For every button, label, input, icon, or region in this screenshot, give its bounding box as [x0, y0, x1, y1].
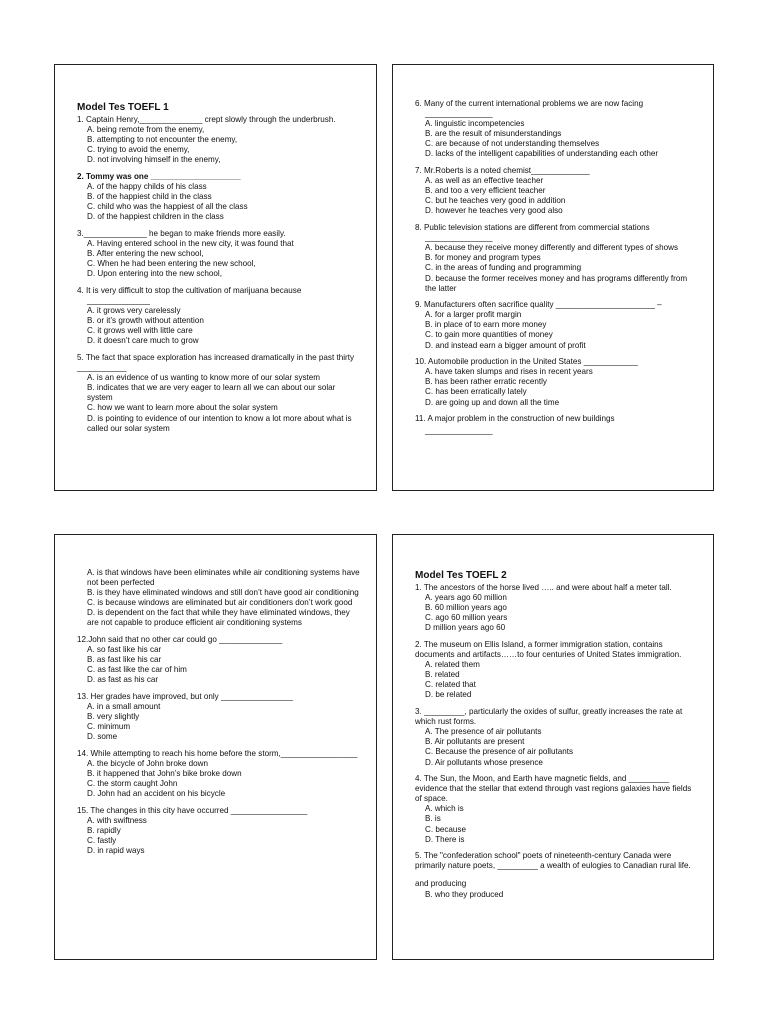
question-stem: 2. The museum on Ellis Island, a former immigration station, contains documents and artifacts……to four centuries of United States immigration.: [415, 639, 682, 660]
answer-option: C. but he teaches very good in addition: [425, 196, 566, 206]
document-page-4: [392, 534, 714, 960]
question-1: [415, 583, 699, 633]
question-stem: 10. Automobile production in the United States ____________: [415, 357, 638, 367]
question-stem: 15. The changes in this city have occurred _________________: [77, 805, 308, 815]
question-11-continued: [77, 568, 362, 629]
answer-option: C. minimum: [87, 722, 131, 732]
answer-option: C. ago 60 million years: [425, 613, 508, 623]
question-stem: 5. The fact that space exploration has increased dramatically in the past thirty ___________: [77, 352, 354, 373]
question-stem: 6. Many of the current international problems we are now facing: [415, 99, 644, 108]
answer-option: B. or it’s growth without attention: [87, 316, 204, 326]
answer-option: D. Air pollutants whose presence: [425, 757, 543, 767]
answer-option: C. because: [425, 824, 466, 834]
answer-option: C. how we want to learn more about the solar system: [87, 403, 278, 413]
answer-option: C. child who was the happiest of all the class: [87, 202, 248, 212]
question-stem: 9. Manufacturers often sacrifice quality ______________________ –: [415, 300, 662, 310]
answer-option: D. of the happiest children in the class: [87, 212, 224, 222]
question-4: [77, 286, 362, 347]
question-stem: 3. _________, particularly the oxides of sulfur, greatly increases the rate at which rust forms.: [415, 707, 683, 727]
answer-fragment: and producing: [415, 879, 467, 889]
answer-option: A. years ago 60 million: [425, 593, 507, 603]
test-title: Model Tes TOEFL 1: [77, 102, 169, 113]
question-3: [415, 707, 699, 768]
question-4: [415, 774, 699, 845]
answer-option: B. it happened that John’s bike broke down: [87, 769, 242, 779]
answer-option: A. have taken slumps and rises in recent years: [425, 367, 593, 377]
answer-option: D. Upon entering into the new school,: [87, 269, 222, 279]
answer-option: D. not involving himself in the enemy,: [87, 155, 221, 165]
answer-option: D. in rapid ways: [87, 846, 145, 856]
answer-option: D. and instead earn a bigger amount of profit: [425, 340, 586, 350]
answer-option: B. attempting to not encounter the enemy,: [87, 135, 238, 145]
answer-option: B. rapidly: [87, 826, 121, 836]
question-14: [77, 749, 362, 799]
question-stem: 1. The ancestors of the horse lived ….. and were about half a meter tall.: [415, 583, 672, 592]
answer-option: D. There is: [425, 834, 465, 844]
answer-option: A. the bicycle of John broke down: [87, 759, 209, 769]
question-9: [415, 300, 699, 350]
test-title: Model Tes TOEFL 2: [415, 570, 507, 581]
question-11: [415, 414, 699, 436]
question-15: [77, 806, 362, 856]
answer-option: C. has been erratically lately: [425, 387, 527, 397]
question-stem: 12.John said that no other car could go ______________: [77, 635, 283, 645]
answer-option: D. is pointing to evidence of our intention to know a lot more about what is called our solar system: [87, 413, 352, 433]
answer-option: A. being remote from the enemy,: [87, 125, 205, 135]
question-stem: 2. Tommy was one ____________________: [77, 171, 241, 181]
answer-option: C. fastly: [87, 836, 117, 846]
question-13: [77, 692, 362, 742]
question-5: [415, 851, 699, 899]
answer-option: D. John had an accident on his bicycle: [87, 789, 226, 799]
answer-option: C. is because windows are eliminated but air conditioners don’t work good: [87, 598, 353, 608]
answer-option: C. to gain more quantities of money: [425, 330, 553, 340]
question-2: [77, 172, 362, 222]
answer-option: D. because the former receives money and has programs differently from the latter: [425, 273, 688, 293]
answer-option: A. linguistic incompetencies: [425, 119, 525, 129]
answer-option: A. it grows very carelessly: [87, 306, 181, 316]
answer-option: C. it grows well with little care: [87, 326, 193, 336]
answer-option: B. related: [425, 670, 460, 680]
answer-blank: _______________: [425, 109, 493, 119]
answer-option: D. however he teaches very good also: [425, 206, 563, 216]
question-stem: 11. A major problem in the construction of new buildings: [415, 414, 615, 424]
question-stem: 13. Her grades have improved, but only ________________: [77, 692, 293, 702]
answer-option: A. The presence of air pollutants: [425, 727, 542, 737]
document-page-3: [54, 534, 377, 960]
question-7: [415, 166, 699, 216]
answer-option: D. is dependent on the fact that while they have eliminated windows, they are not capable to produce efficient air conditioning systems: [87, 608, 350, 628]
answer-option: C. Because the presence of air pollutants: [425, 747, 574, 757]
answer-option: D. it doesn’t care much to grow: [87, 336, 199, 346]
answer-option: B. Air pollutants are present: [425, 737, 525, 747]
question-stem: 7. Mr.Roberts is a noted chemist_____________: [415, 166, 590, 176]
answer-option: C. When he had been entering the new school,: [87, 259, 256, 269]
answer-option: B. indicates that we are very eager to learn all we can about our solar system: [87, 383, 336, 403]
answer-option: C. in the areas of funding and programming: [425, 263, 582, 273]
document-page-1: [54, 64, 377, 491]
answer-option: A. Having entered school in the new city, it was found that: [87, 239, 294, 249]
answer-option: A. because they receive money differently and different types of shows: [425, 243, 679, 253]
answer-blank: ______________: [87, 296, 151, 305]
answer-option: C. as fast like the car of him: [87, 665, 187, 675]
question-8: [415, 223, 699, 294]
answer-option: B. and too a very efficient teacher: [425, 186, 546, 196]
page-content: [415, 569, 699, 906]
question-stem: 5. The "confederation school" poets of nineteenth-century Canada were primarily nature poets, _________ a wealth of eulogies to Canadian rural life.: [415, 851, 691, 871]
question-stem: 14. While attempting to reach his home before the storm,_________________: [77, 749, 358, 758]
answer-option: B. After entering the new school,: [87, 249, 204, 259]
answer-option: D. some: [87, 732, 118, 742]
answer-option: A. of the happy childs of his class: [87, 182, 207, 192]
answer-option: A. is that windows have been eliminates while air conditioning systems have not been perfected: [87, 568, 360, 588]
answer-option: D. as fast as his car: [87, 675, 159, 685]
answer-option: A. for a larger profit margin: [425, 310, 522, 320]
answer-option: B. is: [425, 814, 441, 824]
answer-option: C. related that: [425, 680, 476, 690]
question-1: [77, 115, 362, 165]
answer-option: D. are going up and down all the time: [425, 397, 560, 407]
question-10: [415, 357, 699, 407]
answer-option: A. in a small amount: [87, 702, 161, 712]
answer-option: A. related them: [425, 660, 480, 670]
question-stem: 8. Public television stations are different from commercial stations: [415, 223, 650, 233]
answer-option: C. trying to avoid the enemy,: [87, 145, 190, 155]
question-stem: 4. It is very difficult to stop the cultivation of marijuana because: [77, 285, 302, 295]
answer-option: D. be related: [425, 690, 472, 700]
answer-blank: _______________: [425, 233, 493, 243]
answer-option: A. with swiftness: [87, 816, 147, 826]
answer-blank: _______________: [425, 426, 493, 436]
question-stem: 4. The Sun, the Moon, and Earth have magnetic fields, and _________ evidence that the stellar that extend through vast regions galaxies have fields of space.: [415, 774, 692, 804]
document-page-2: [392, 64, 714, 491]
question-3: [77, 229, 362, 279]
answer-option: A. as well as an effective teacher: [425, 176, 544, 186]
answer-option: B. in place of to earn more money: [425, 320, 547, 330]
answer-option: D million years ago 60: [425, 623, 506, 633]
answer-option: D. lacks of the intelligent capabilities of understanding each other: [425, 149, 659, 159]
answer-option: B. who they produced: [425, 889, 504, 899]
answer-option: B. as fast like his car: [87, 655, 162, 665]
question-stem: 1. Captain Henry,______________ crept slowly through the underbrush.: [77, 115, 336, 124]
page-content: [77, 568, 362, 863]
answer-option: A. which is: [425, 804, 464, 814]
answer-option: A. so fast like his car: [87, 645, 162, 655]
answer-option: B. is they have eliminated windows and still don’t have good air conditioning: [87, 588, 359, 598]
answer-option: B. for money and program types: [425, 253, 541, 263]
answer-option: B. 60 million years ago: [425, 603, 507, 613]
answer-option: B. of the happiest child in the class: [87, 192, 212, 202]
answer-option: B. are the result of misunderstandings: [425, 129, 562, 139]
question-12: [77, 635, 362, 685]
answer-option: B. has been rather erratic recently: [425, 377, 547, 387]
answer-option: A. is an evidence of us wanting to know more of our solar system: [87, 373, 321, 383]
question-2: [415, 640, 699, 701]
question-6: [415, 99, 699, 160]
answer-option: B. very slightly: [87, 712, 140, 722]
page-content: [77, 101, 362, 440]
answer-option: C. are because of not understanding themselves: [425, 139, 600, 149]
answer-option: C. the storm caught John: [87, 779, 178, 789]
question-stem: 3.______________ he began to make friends more easily.: [77, 228, 286, 238]
page-content: [415, 99, 699, 443]
question-5: [77, 353, 362, 434]
